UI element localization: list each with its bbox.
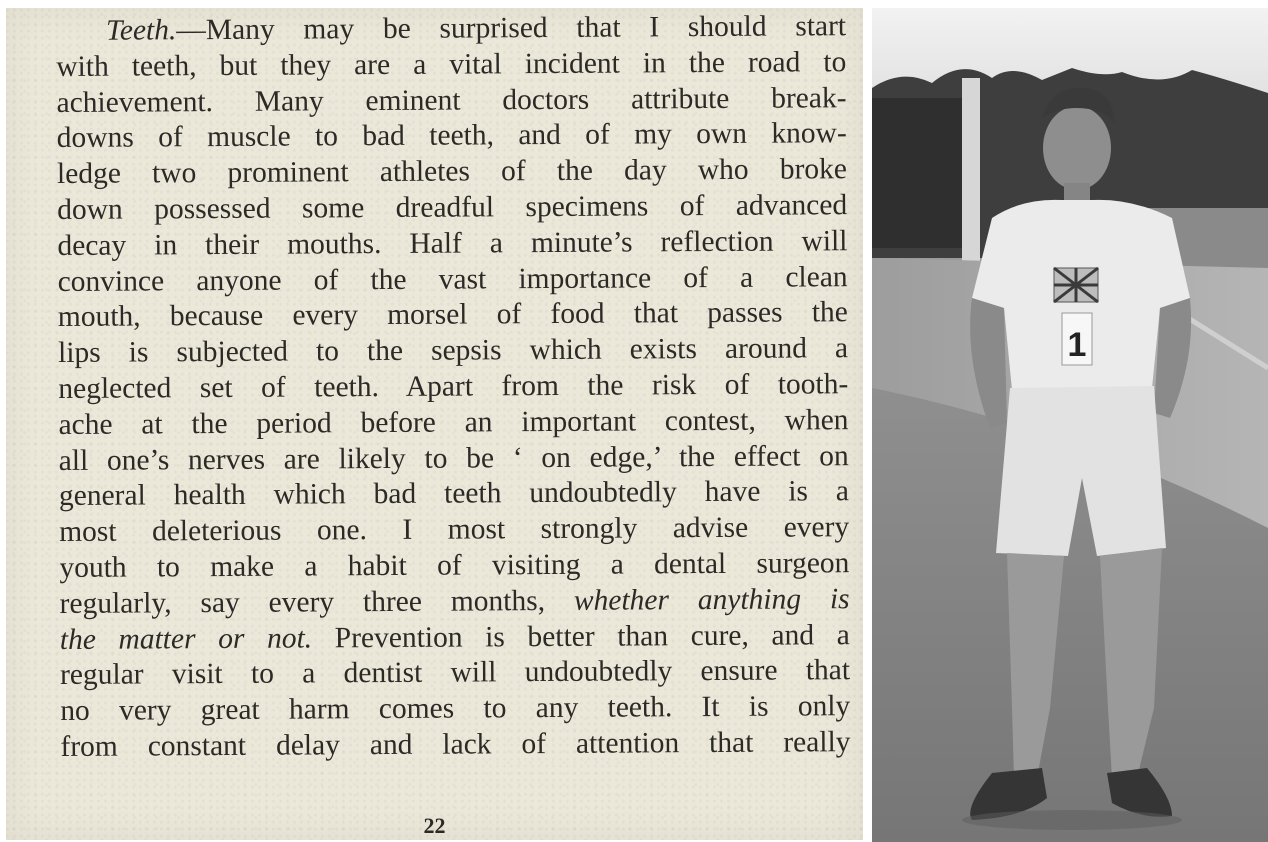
text-segment: ledge two prominent athletes of the day who broke bbox=[56, 153, 848, 191]
text-segment: with teeth, but they are a vital incident in the road to bbox=[56, 45, 847, 83]
book-page bbox=[6, 8, 863, 840]
text-segment: downs of muscle to bad teeth, and of my own know- bbox=[56, 117, 847, 155]
text-line bbox=[58, 296, 848, 337]
book-page-text bbox=[56, 9, 851, 766]
text-line bbox=[60, 654, 850, 695]
text-segment: mouth, because every morsel of food that passes the bbox=[57, 296, 848, 334]
text-segment: neglected set of teeth. Apart from the risk of tooth- bbox=[58, 368, 849, 405]
text-line bbox=[59, 546, 849, 587]
text-line bbox=[58, 331, 848, 372]
text-line bbox=[58, 403, 848, 444]
text-segment: no very great harm comes to any teeth. It is only bbox=[60, 690, 851, 728]
text-line bbox=[60, 725, 850, 766]
text-line bbox=[59, 582, 849, 623]
text-segment: achievement. Many eminent doctors attribute break- bbox=[56, 81, 847, 119]
text-segment: most deleterious one. I most strongly advise every bbox=[59, 511, 850, 549]
text-line bbox=[57, 224, 847, 265]
text-line bbox=[60, 618, 850, 659]
text-line bbox=[57, 188, 847, 229]
text-segment: decay in their mouths. Half a minute’s reflection will bbox=[57, 224, 848, 262]
italic-text: Teeth. bbox=[106, 14, 177, 47]
bib-number: 1 bbox=[1067, 326, 1087, 364]
text-segment: general health which bad teeth undoubtedly have is a bbox=[58, 475, 850, 513]
text-segment: down possessed some dreadful specimens of advanced bbox=[57, 189, 848, 226]
text-segment: from constant delay and lack of attention that really bbox=[60, 726, 851, 763]
text-line bbox=[56, 45, 846, 86]
text-line bbox=[57, 117, 847, 158]
text-segment: all one’s nerves are likely to be ‘ on edge,’ the effect on bbox=[58, 439, 849, 477]
text-segment: regularly, say every three months, bbox=[59, 584, 575, 620]
italic-text: whether anything is bbox=[573, 582, 850, 617]
text-segment: youth to make a habit of visiting a dental surgeon bbox=[59, 547, 850, 584]
text-segment: regular visit to a dentist will undoubtedly ensure that bbox=[59, 654, 851, 692]
athlete-photo bbox=[872, 8, 1268, 842]
text-line bbox=[57, 152, 847, 193]
text-line bbox=[56, 9, 846, 50]
page-number: 22 bbox=[423, 813, 446, 838]
text-segment: —Many may be surprised that I should start bbox=[176, 10, 847, 47]
text-segment: Prevention is better than cure, and a bbox=[312, 618, 850, 654]
text-segment: convince anyone of the vast importance of a clean bbox=[57, 260, 848, 298]
text-line bbox=[58, 367, 848, 408]
text-line bbox=[59, 475, 849, 516]
text-line bbox=[60, 689, 850, 730]
text-line bbox=[59, 439, 849, 480]
italic-text: the matter or not. bbox=[59, 621, 313, 656]
text-segment: ache at the period before an important contest, when bbox=[58, 403, 849, 441]
text-line bbox=[56, 81, 846, 122]
text-line bbox=[58, 260, 848, 301]
text-segment: lips is subjected to the sepsis which exists around a bbox=[57, 332, 849, 370]
text-line bbox=[59, 510, 849, 551]
athlete-photo-image bbox=[872, 8, 1268, 842]
